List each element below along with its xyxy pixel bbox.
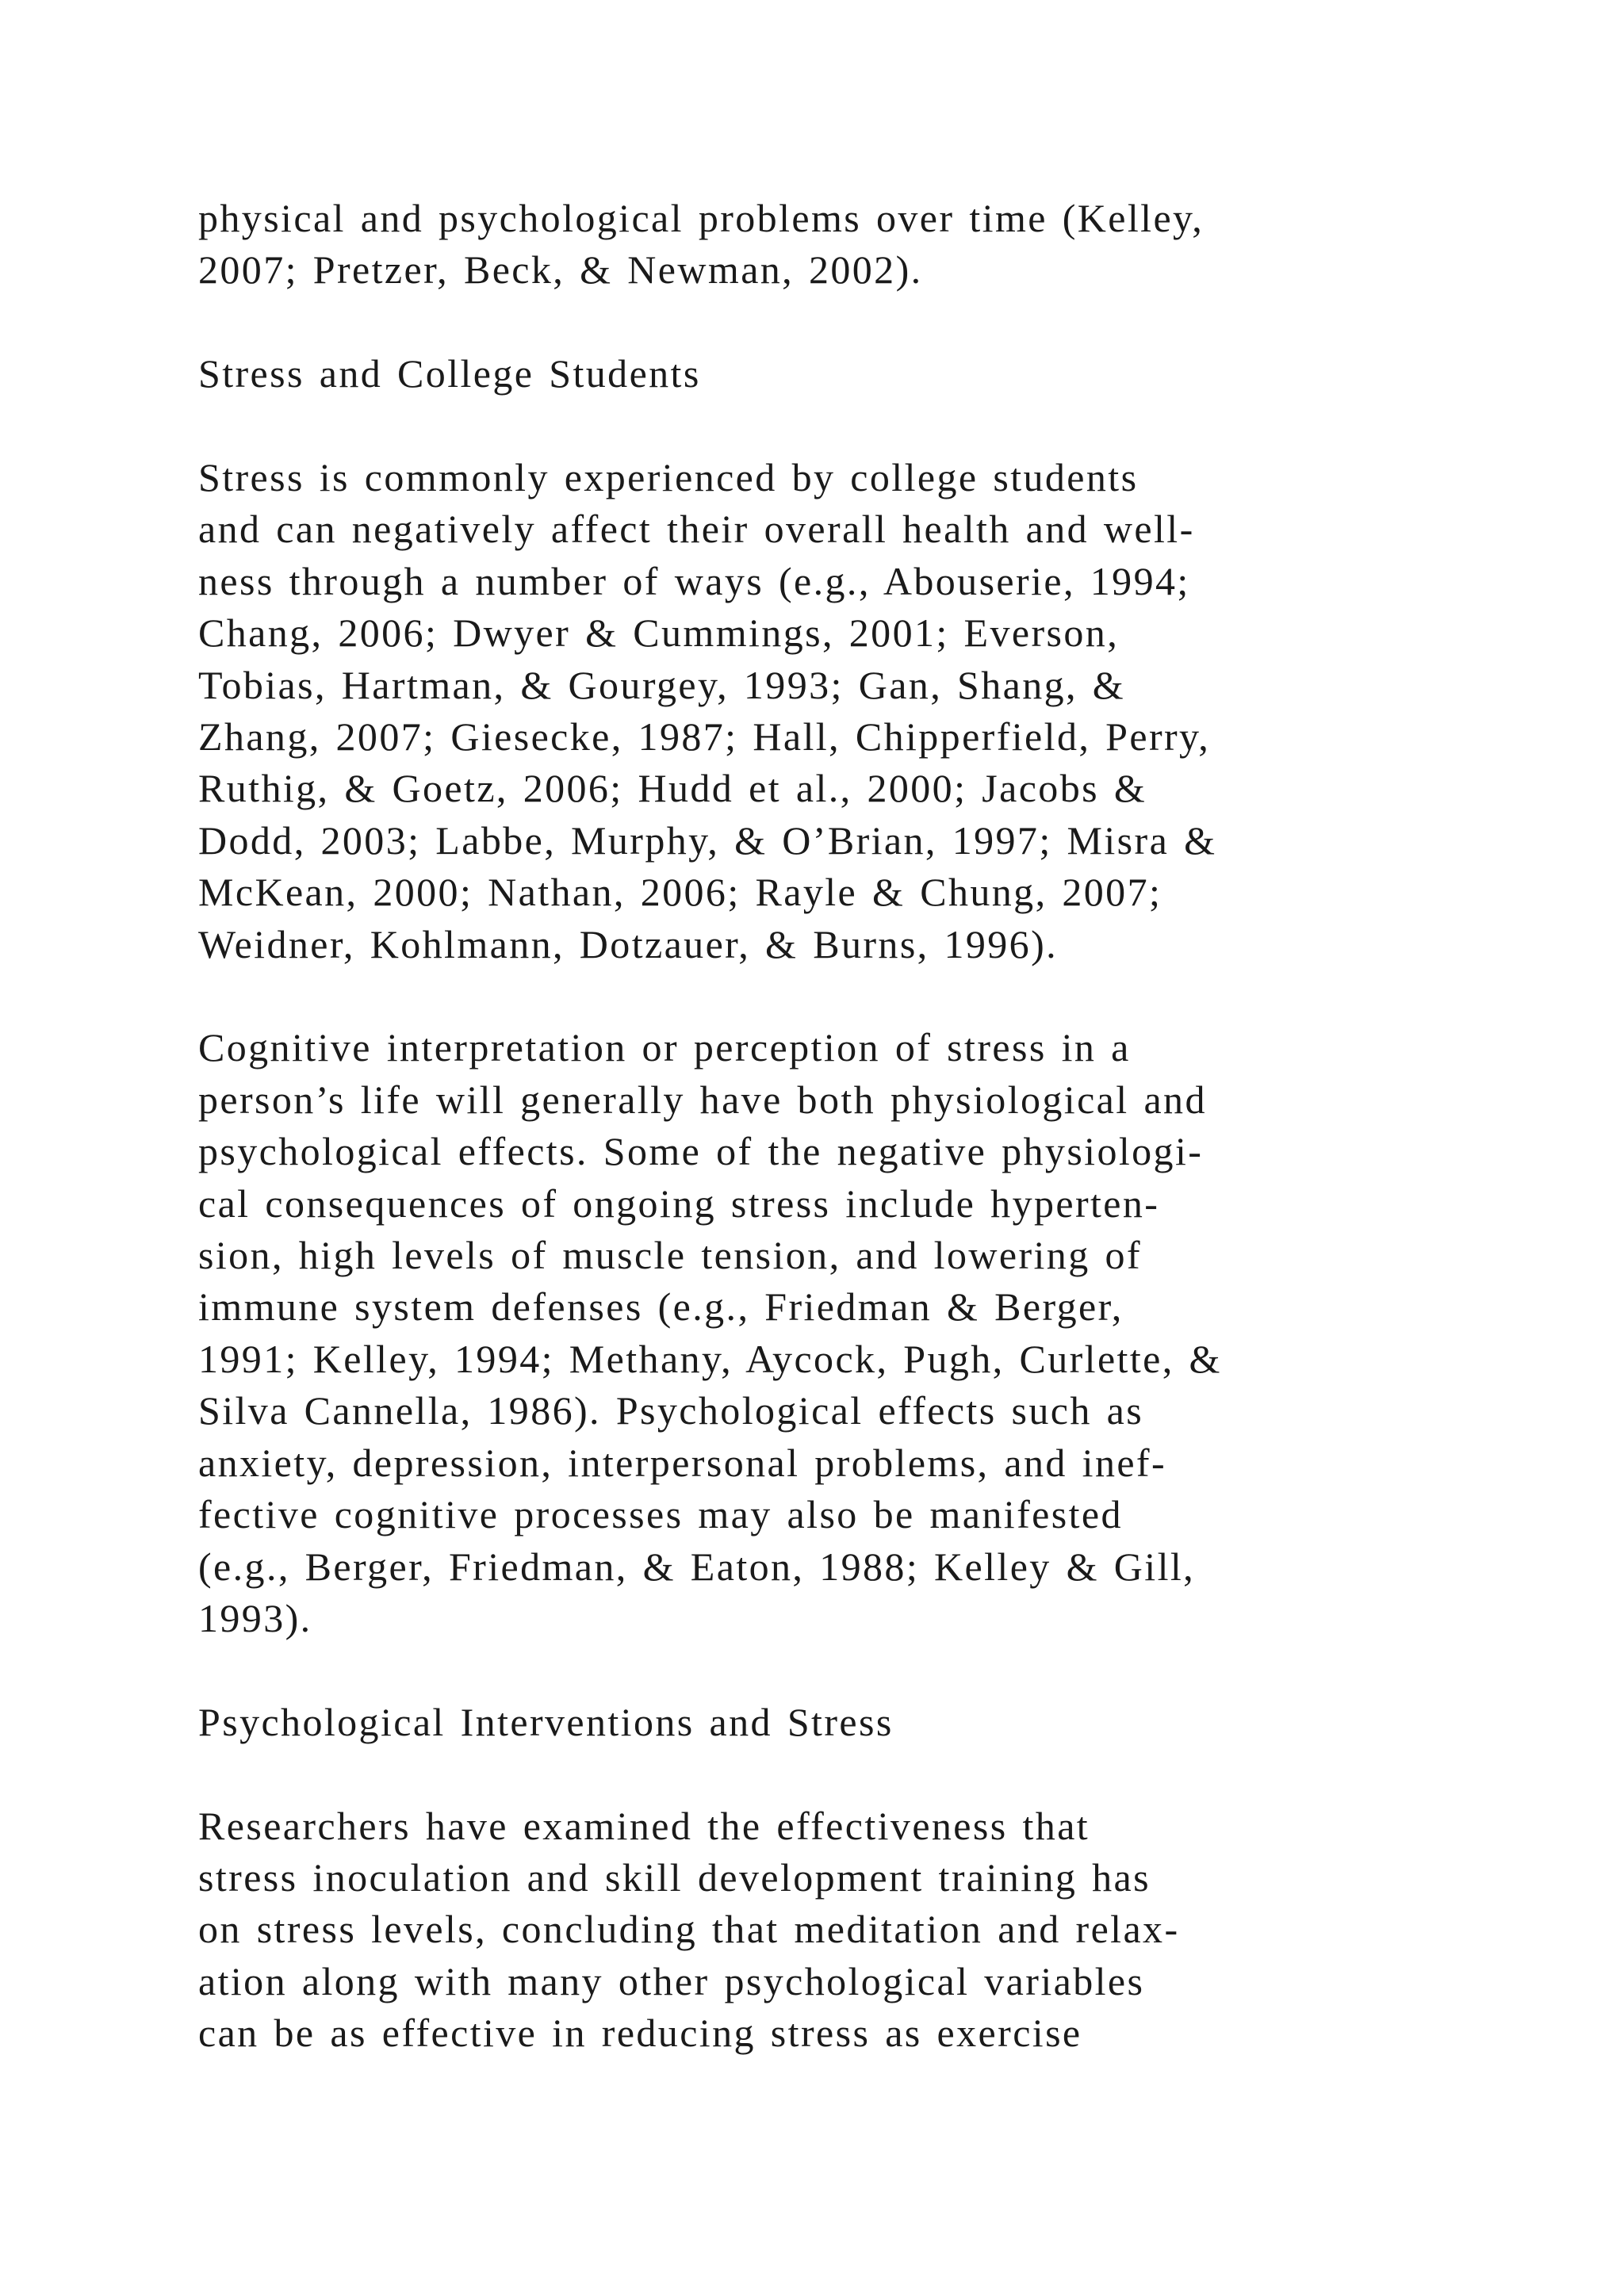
text-line: psychological effects. Some of the negative physiologi-: [198, 1129, 1204, 1174]
text-line: ation along with many other psychological variables: [198, 1958, 1145, 2003]
text-line: ness through a number of ways (e.g., Abouserie, 1994;: [198, 558, 1190, 603]
text-line: Zhang, 2007; Giesecke, 1987; Hall, Chipperfield, Perry,: [198, 714, 1211, 760]
text-line: stress inoculation and skill development training has: [198, 1854, 1151, 1900]
document-body: [198, 193, 1507, 2111]
text-line: sion, high levels of muscle tension, and lowering of: [198, 1233, 1142, 1278]
paragraph-stress-college: [198, 452, 1507, 970]
text-line: Dodd, 2003; Labbe, Murphy, & O’Brian, 1997; Misra &: [198, 817, 1217, 863]
text-line: Silva Cannella, 1986). Psychological effects such as: [198, 1388, 1144, 1433]
text-line: person’s life will generally have both physiological and: [198, 1077, 1207, 1122]
paragraph-cognitive-interpretation: [198, 1022, 1507, 1644]
text-line: on stress levels, concluding that meditation and relax-: [198, 1907, 1180, 1952]
text-line: cal consequences of ongoing stress include hyperten-: [198, 1181, 1160, 1226]
text-line: Ruthig, & Goetz, 2006; Hudd et al., 2000; Jacobs &: [198, 766, 1147, 811]
text-line: (e.g., Berger, Friedman, & Eaton, 1988; Kelley & Gill,: [198, 1544, 1196, 1589]
section-heading-psychological-interventions: [198, 1697, 1507, 1748]
text-line: 2007; Pretzer, Beck, & Newman, 2002).: [198, 247, 923, 293]
paragraph-researchers: [198, 1800, 1507, 2060]
text-line: Weidner, Kohlmann, Dotzauer, & Burns, 1996).: [198, 921, 1059, 966]
text-line: can be as effective in reducing stress as exercise: [198, 2011, 1082, 2056]
paragraph-continuation: [198, 193, 1507, 297]
text-line: Stress is commonly experienced by college students: [198, 455, 1139, 499]
text-line: McKean, 2000; Nathan, 2006; Rayle & Chung, 2007;: [198, 870, 1162, 915]
text-line: and can negatively affect their overall health and well-: [198, 507, 1195, 552]
text-line: 1993).: [198, 1595, 312, 1640]
heading-text: Stress and College Students: [198, 351, 701, 396]
heading-text: Psychological Interventions and Stress: [198, 1699, 894, 1744]
text-line: immune system defenses (e.g., Friedman & Berger,: [198, 1284, 1124, 1330]
text-line: Researchers have examined the effectiveness that: [198, 1803, 1090, 1848]
text-line: Tobias, Hartman, & Gourgey, 1993; Gan, Shang, &: [198, 662, 1126, 707]
section-heading-stress-college-students: [198, 348, 1507, 400]
text-line: fective cognitive processes may also be manifested: [198, 1492, 1123, 1537]
text-line: 1991; Kelley, 1994; Methany, Aycock, Pugh, Curlette, &: [198, 1336, 1222, 1381]
text-line: physical and psychological problems over time (Kelley,: [198, 196, 1205, 240]
text-line: Cognitive interpretation or perception of stress in a: [198, 1025, 1131, 1070]
text-line: anxiety, depression, interpersonal problems, and inef-: [198, 1440, 1167, 1485]
text-line: Chang, 2006; Dwyer & Cummings, 2001; Everson,: [198, 610, 1120, 656]
